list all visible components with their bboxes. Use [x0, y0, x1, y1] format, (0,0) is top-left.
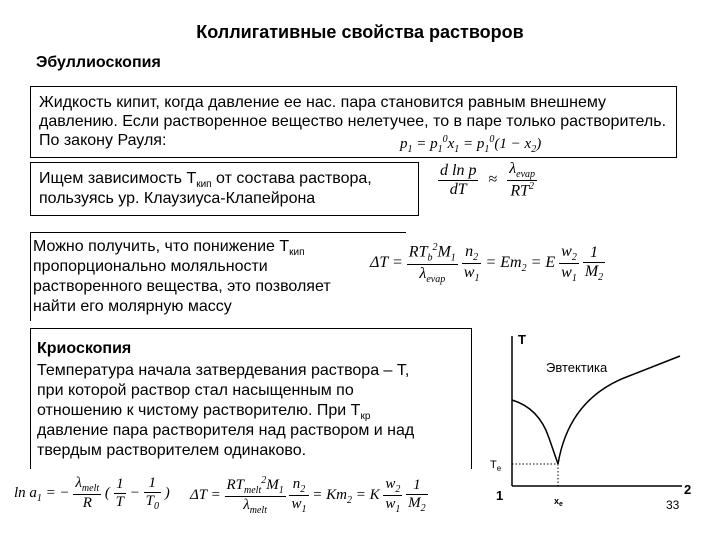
cryoscopy-line5: твердым растворителем одинаково. — [37, 442, 307, 459]
boiling-depression-formula: ΔT = $\frac{RT_b^2M_1}{\lambda_{evap}}$ $\frac{n_2}{w_1}$ = $Em_2 = E$ $\frac{w_2}{w_1}$ $\frac{1}{M_2}$ — [370, 242, 604, 285]
xe-label: $х_е$ — [554, 496, 563, 508]
clausius-text-line2: пользуясь ур. Клаузиуса-Клапейрона — [39, 190, 316, 207]
cryoscopy-line3: отношению к чистому растворителю. При $Т_{кр}$ — [37, 402, 371, 423]
page-title: Коллигативные свойства растворов — [196, 22, 524, 42]
cryoscopy-ln-formula: $\ln a_1$ = − $\frac{\lambda_{melt}}{R}$ ( $\frac{1}{T}$ − $\frac{1}{T_0}$ ) — [14, 475, 170, 512]
clausius-text-line1: Ищем зависимость $Т_{кип}$ от состава раствора, — [39, 170, 372, 191]
cryoscopy-line4: давление пара растворителя над раствором и над — [37, 422, 415, 439]
raoult-box — [30, 86, 677, 158]
raoult-text: Жидкость кипит, когда давление ее нас. пара становится равным внешнему давлению. Если растворенное вещество нелетучее, то в паре только растворитель. По закону Рауля: — [39, 94, 667, 149]
section-heading-ebullioscopy: Эбуллиоскопия — [36, 54, 161, 71]
cryoscopy-heading: Криоскопия — [37, 340, 132, 357]
clausius-formula: $\frac{\text{d ln p}}{dT}$ ≈ $\frac{\lambda_{evap}}{RT^2}$ — [440, 160, 536, 200]
x-right-label: 2 — [684, 482, 692, 497]
cryoscopy-line1: Температура начала затвердевания раствора – Т, — [37, 362, 410, 379]
liquidus-left-curve — [512, 400, 558, 464]
page-number: 33 — [666, 498, 680, 512]
raoult-formula: $p_1 = p_1^0x_1 = p_1^0(1 - x_2)$ — [400, 134, 542, 155]
molality-text-line2: пропорционально моляльности — [33, 258, 268, 275]
molality-text-line4: найти его молярную массу — [33, 298, 232, 315]
te-label: $Т_е$ — [490, 459, 502, 473]
cryoscopy-depression-formula: ΔT = $\frac{RT_{melt}^2M_1}{\lambda_{melt}}$ $\frac{n_2}{w_1}$ = $Km_2 = K$ $\frac{w_2}{w_1}$ $\frac{1}{M_2}$ — [190, 475, 426, 516]
cryoscopy-line2: при которой раствор стал насыщенным по — [37, 382, 354, 399]
cryoscopy-block — [30, 328, 472, 469]
molality-text-line1: Можно получить, что понижение $Т_{кип}$ — [33, 238, 305, 259]
y-axis-label: Т — [518, 332, 526, 347]
eutectic-label: Эвтектика — [546, 360, 608, 375]
clausius-box — [30, 162, 419, 216]
x-left-label: 1 — [496, 488, 504, 503]
molality-text-line3: растворенного вещества, это позволяет — [33, 278, 331, 295]
molality-block — [30, 232, 406, 321]
